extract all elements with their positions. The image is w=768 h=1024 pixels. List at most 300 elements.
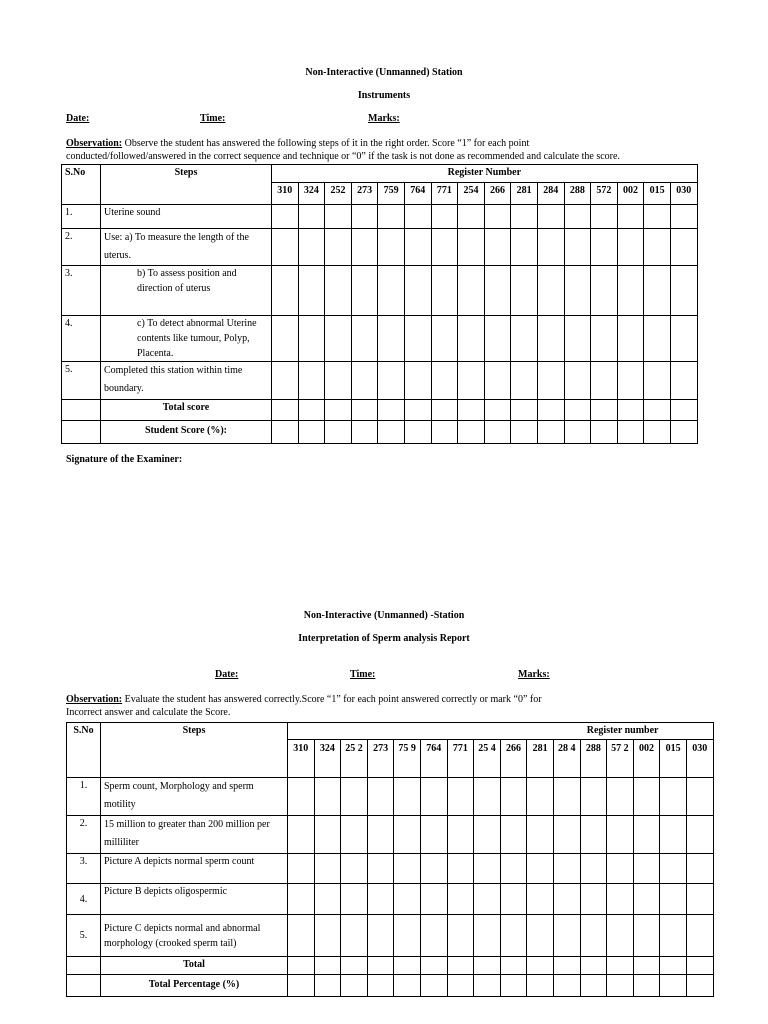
score-cell[interactable] bbox=[351, 400, 378, 421]
score-cell[interactable] bbox=[670, 362, 697, 400]
form2-reg-number: 28 4 bbox=[553, 740, 580, 778]
examiner-signature-label: Signature of the Examiner: bbox=[66, 454, 183, 465]
score-cell[interactable] bbox=[420, 816, 447, 854]
score-cell[interactable] bbox=[351, 205, 378, 229]
score-cell[interactable] bbox=[686, 975, 713, 997]
form2-reg-number: 281 bbox=[527, 740, 554, 778]
score-cell[interactable] bbox=[633, 884, 660, 915]
form2-reg-number: 273 bbox=[367, 740, 394, 778]
score-cell[interactable] bbox=[314, 884, 341, 915]
score-cell[interactable] bbox=[325, 362, 352, 400]
score-cell[interactable] bbox=[367, 915, 394, 957]
score-cell[interactable] bbox=[537, 316, 564, 362]
score-cell[interactable] bbox=[394, 778, 421, 816]
table-row bbox=[62, 205, 698, 229]
row-step: Picture C depicts normal and abnormal morphology (crooked sperm tail) bbox=[101, 915, 288, 957]
score-cell[interactable] bbox=[484, 205, 511, 229]
score-cell[interactable] bbox=[660, 915, 687, 957]
score-cell[interactable] bbox=[420, 915, 447, 957]
score-cell[interactable] bbox=[298, 362, 325, 400]
row-sno: 3. bbox=[62, 266, 101, 316]
score-cell[interactable] bbox=[607, 957, 634, 975]
row-step: Picture A depicts normal sperm count bbox=[101, 854, 288, 884]
score-cell[interactable] bbox=[660, 957, 687, 975]
score-cell[interactable] bbox=[660, 854, 687, 884]
form1-reg-number: 759 bbox=[378, 183, 405, 205]
score-cell[interactable] bbox=[272, 362, 299, 400]
score-cell[interactable] bbox=[351, 316, 378, 362]
score-cell[interactable] bbox=[564, 205, 591, 229]
row-sno: 5. bbox=[62, 362, 101, 400]
row-sno: 3. bbox=[67, 854, 101, 884]
score-cell[interactable] bbox=[500, 915, 527, 957]
form1-col-sno: S.No bbox=[62, 165, 101, 205]
total-label: Total bbox=[101, 957, 288, 975]
score-cell[interactable] bbox=[580, 957, 607, 975]
score-cell[interactable] bbox=[686, 816, 713, 854]
score-cell[interactable] bbox=[553, 816, 580, 854]
score-cell[interactable] bbox=[500, 884, 527, 915]
table-row bbox=[62, 266, 698, 316]
score-cell[interactable] bbox=[500, 854, 527, 884]
score-cell[interactable] bbox=[511, 421, 538, 444]
score-cell[interactable] bbox=[511, 266, 538, 316]
form2-reg-number: 57 2 bbox=[607, 740, 634, 778]
form2-title: Non-Interactive (Unmanned) -Station bbox=[303, 610, 465, 621]
score-cell[interactable] bbox=[644, 316, 671, 362]
row-step: 15 million to greater than 200 million per milliliter bbox=[101, 816, 288, 854]
score-cell[interactable] bbox=[537, 362, 564, 400]
score-cell[interactable] bbox=[633, 778, 660, 816]
score-cell[interactable] bbox=[660, 778, 687, 816]
score-cell[interactable] bbox=[660, 884, 687, 915]
score-cell[interactable] bbox=[500, 957, 527, 975]
score-cell[interactable] bbox=[325, 266, 352, 316]
score-cell[interactable] bbox=[564, 400, 591, 421]
score-cell[interactable] bbox=[527, 854, 554, 884]
score-cell[interactable] bbox=[272, 400, 299, 421]
score-cell[interactable] bbox=[500, 778, 527, 816]
form1-reg-number: 288 bbox=[564, 183, 591, 205]
score-cell[interactable] bbox=[617, 205, 644, 229]
form1-observation-label: Observation: bbox=[66, 138, 123, 149]
score-cell[interactable] bbox=[378, 421, 405, 444]
form2-reg-number: 015 bbox=[660, 740, 687, 778]
score-cell[interactable] bbox=[553, 884, 580, 915]
score-cell[interactable] bbox=[288, 884, 315, 915]
score-cell[interactable] bbox=[537, 421, 564, 444]
form1-table bbox=[61, 164, 698, 444]
score-cell[interactable] bbox=[607, 778, 634, 816]
score-cell[interactable] bbox=[617, 400, 644, 421]
row-step: Uterine sound bbox=[101, 205, 272, 229]
score-cell[interactable] bbox=[420, 778, 447, 816]
score-cell[interactable] bbox=[633, 957, 660, 975]
score-cell[interactable] bbox=[564, 362, 591, 400]
score-cell[interactable] bbox=[404, 421, 431, 444]
table-row bbox=[67, 884, 714, 915]
table-row bbox=[62, 229, 698, 266]
score-cell[interactable] bbox=[580, 854, 607, 884]
form2-reg-number: 288 bbox=[580, 740, 607, 778]
score-cell[interactable] bbox=[591, 266, 618, 316]
form1-reg-number: 030 bbox=[670, 183, 697, 205]
score-cell[interactable] bbox=[644, 229, 671, 266]
score-cell[interactable] bbox=[537, 229, 564, 266]
form1-reg-number: 310 bbox=[272, 183, 299, 205]
score-cell[interactable] bbox=[474, 884, 501, 915]
empty-cell bbox=[67, 975, 101, 997]
score-cell[interactable] bbox=[617, 362, 644, 400]
score-cell[interactable] bbox=[378, 266, 405, 316]
score-cell[interactable] bbox=[580, 915, 607, 957]
score-cell[interactable] bbox=[404, 362, 431, 400]
score-cell[interactable] bbox=[644, 205, 671, 229]
score-cell[interactable] bbox=[298, 229, 325, 266]
form1-col-register: Register Number bbox=[272, 165, 698, 183]
score-cell[interactable] bbox=[484, 266, 511, 316]
score-cell[interactable] bbox=[298, 400, 325, 421]
score-cell[interactable] bbox=[394, 884, 421, 915]
form2-reg-number: 030 bbox=[686, 740, 713, 778]
score-cell[interactable] bbox=[404, 400, 431, 421]
empty-cell bbox=[62, 421, 101, 444]
score-cell[interactable] bbox=[325, 316, 352, 362]
score-cell[interactable] bbox=[564, 266, 591, 316]
score-cell[interactable] bbox=[484, 229, 511, 266]
score-cell[interactable] bbox=[660, 816, 687, 854]
score-cell[interactable] bbox=[686, 957, 713, 975]
score-cell[interactable] bbox=[404, 205, 431, 229]
score-cell[interactable] bbox=[367, 778, 394, 816]
score-cell[interactable] bbox=[272, 421, 299, 444]
form1-reg-number: 324 bbox=[298, 183, 325, 205]
score-cell[interactable] bbox=[500, 975, 527, 997]
score-cell[interactable] bbox=[458, 229, 485, 266]
score-cell[interactable] bbox=[670, 205, 697, 229]
score-cell[interactable] bbox=[617, 229, 644, 266]
empty-cell bbox=[62, 400, 101, 421]
score-cell[interactable] bbox=[404, 266, 431, 316]
score-cell[interactable] bbox=[474, 915, 501, 957]
score-cell[interactable] bbox=[367, 884, 394, 915]
score-cell[interactable] bbox=[617, 316, 644, 362]
score-cell[interactable] bbox=[314, 816, 341, 854]
row-sno: 4. bbox=[62, 316, 101, 362]
score-cell[interactable] bbox=[341, 778, 368, 816]
form2-date-label: Date: bbox=[215, 669, 239, 680]
form1-reg-number: 273 bbox=[351, 183, 378, 205]
table-row bbox=[62, 421, 698, 444]
score-cell[interactable] bbox=[420, 884, 447, 915]
score-cell[interactable] bbox=[298, 421, 325, 444]
score-cell[interactable] bbox=[378, 316, 405, 362]
score-cell[interactable] bbox=[420, 975, 447, 997]
score-cell[interactable] bbox=[553, 778, 580, 816]
score-cell[interactable] bbox=[378, 400, 405, 421]
score-cell[interactable] bbox=[670, 421, 697, 444]
form1-observation-text2: conducted/followed/answered in the correct sequence and technique or “0” if the task is not done as recommended and calculate the score. bbox=[66, 151, 620, 162]
row-sno: 4. bbox=[67, 884, 101, 915]
score-cell[interactable] bbox=[553, 854, 580, 884]
score-cell[interactable] bbox=[537, 266, 564, 316]
score-cell[interactable] bbox=[431, 266, 458, 316]
score-cell[interactable] bbox=[394, 816, 421, 854]
score-cell[interactable] bbox=[458, 362, 485, 400]
score-cell[interactable] bbox=[272, 316, 299, 362]
score-cell[interactable] bbox=[378, 205, 405, 229]
row-sno: 2. bbox=[62, 229, 101, 266]
score-cell[interactable] bbox=[511, 205, 538, 229]
score-cell[interactable] bbox=[670, 400, 697, 421]
form2-reg-number: 771 bbox=[447, 740, 474, 778]
score-cell[interactable] bbox=[367, 816, 394, 854]
score-cell[interactable] bbox=[272, 229, 299, 266]
score-cell[interactable] bbox=[511, 229, 538, 266]
score-cell[interactable] bbox=[447, 816, 474, 854]
score-cell[interactable] bbox=[341, 884, 368, 915]
score-cell[interactable] bbox=[500, 816, 527, 854]
score-cell[interactable] bbox=[341, 975, 368, 997]
score-cell[interactable] bbox=[351, 421, 378, 444]
score-cell[interactable] bbox=[420, 957, 447, 975]
score-cell[interactable] bbox=[527, 957, 554, 975]
table-row bbox=[67, 975, 714, 997]
score-cell[interactable] bbox=[564, 229, 591, 266]
table-row bbox=[67, 957, 714, 975]
score-cell[interactable] bbox=[314, 975, 341, 997]
score-cell[interactable] bbox=[553, 975, 580, 997]
row-step: Sperm count, Morphology and sperm motility bbox=[101, 778, 288, 816]
score-cell[interactable] bbox=[633, 915, 660, 957]
score-cell[interactable] bbox=[404, 316, 431, 362]
row-step: Use: a) To measure the length of the uterus. bbox=[101, 229, 272, 266]
score-cell[interactable] bbox=[511, 362, 538, 400]
score-cell[interactable] bbox=[644, 421, 671, 444]
form2-reg-number: 002 bbox=[633, 740, 660, 778]
score-cell[interactable] bbox=[644, 266, 671, 316]
score-cell[interactable] bbox=[537, 400, 564, 421]
score-cell[interactable] bbox=[431, 229, 458, 266]
score-cell[interactable] bbox=[272, 266, 299, 316]
score-cell[interactable] bbox=[553, 957, 580, 975]
score-cell[interactable] bbox=[591, 362, 618, 400]
form1-title: Non-Interactive (Unmanned) Station bbox=[305, 67, 463, 78]
score-cell[interactable] bbox=[288, 778, 315, 816]
score-cell[interactable] bbox=[580, 884, 607, 915]
score-cell[interactable] bbox=[288, 915, 315, 957]
score-cell[interactable] bbox=[527, 975, 554, 997]
score-cell[interactable] bbox=[341, 816, 368, 854]
score-cell[interactable] bbox=[420, 854, 447, 884]
score-cell[interactable] bbox=[431, 205, 458, 229]
score-cell[interactable] bbox=[686, 884, 713, 915]
score-cell[interactable] bbox=[431, 316, 458, 362]
score-cell[interactable] bbox=[474, 854, 501, 884]
form1-date-label: Date: bbox=[66, 113, 90, 124]
score-cell[interactable] bbox=[314, 854, 341, 884]
score-cell[interactable] bbox=[484, 316, 511, 362]
score-cell[interactable] bbox=[511, 316, 538, 362]
score-cell[interactable] bbox=[394, 957, 421, 975]
row-sno: 1. bbox=[67, 778, 101, 816]
score-cell[interactable] bbox=[484, 362, 511, 400]
score-cell[interactable] bbox=[644, 362, 671, 400]
score-cell[interactable] bbox=[298, 266, 325, 316]
score-cell[interactable] bbox=[686, 915, 713, 957]
form2-reg-number: 324 bbox=[314, 740, 341, 778]
score-cell[interactable] bbox=[458, 421, 485, 444]
score-cell[interactable] bbox=[325, 421, 352, 444]
score-cell[interactable] bbox=[447, 854, 474, 884]
score-cell[interactable] bbox=[644, 400, 671, 421]
score-cell[interactable] bbox=[591, 205, 618, 229]
score-cell[interactable] bbox=[341, 915, 368, 957]
score-cell[interactable] bbox=[458, 316, 485, 362]
form1-reg-number: 572 bbox=[591, 183, 618, 205]
score-cell[interactable] bbox=[272, 205, 299, 229]
form2-reg-number: 310 bbox=[288, 740, 315, 778]
form2-subtitle: Interpretation of Sperm analysis Report bbox=[298, 633, 470, 644]
score-cell[interactable] bbox=[367, 957, 394, 975]
form2-reg-number: 25 4 bbox=[474, 740, 501, 778]
form2-table bbox=[66, 722, 714, 997]
score-cell[interactable] bbox=[474, 816, 501, 854]
score-cell[interactable] bbox=[607, 816, 634, 854]
score-cell[interactable] bbox=[607, 884, 634, 915]
table-row bbox=[62, 400, 698, 421]
score-cell[interactable] bbox=[431, 362, 458, 400]
score-cell[interactable] bbox=[633, 854, 660, 884]
score-cell[interactable] bbox=[447, 915, 474, 957]
score-cell[interactable] bbox=[431, 421, 458, 444]
score-cell[interactable] bbox=[607, 915, 634, 957]
form2-col-sno: S.No bbox=[67, 723, 101, 778]
score-cell[interactable] bbox=[288, 957, 315, 975]
score-cell[interactable] bbox=[633, 816, 660, 854]
score-cell[interactable] bbox=[537, 205, 564, 229]
table-row bbox=[67, 915, 714, 957]
score-cell[interactable] bbox=[607, 854, 634, 884]
table-row bbox=[67, 816, 714, 854]
score-cell[interactable] bbox=[591, 229, 618, 266]
form1-reg-number: 281 bbox=[511, 183, 538, 205]
form2-col-steps: Steps bbox=[101, 723, 288, 778]
score-cell[interactable] bbox=[298, 316, 325, 362]
score-cell[interactable] bbox=[591, 421, 618, 444]
form2-time-label: Time: bbox=[350, 669, 376, 680]
score-cell[interactable] bbox=[447, 884, 474, 915]
empty-cell bbox=[67, 957, 101, 975]
score-cell[interactable] bbox=[394, 854, 421, 884]
score-cell[interactable] bbox=[686, 778, 713, 816]
score-cell[interactable] bbox=[527, 915, 554, 957]
score-cell[interactable] bbox=[474, 957, 501, 975]
score-cell[interactable] bbox=[341, 957, 368, 975]
score-cell[interactable] bbox=[474, 778, 501, 816]
score-cell[interactable] bbox=[458, 266, 485, 316]
score-cell[interactable] bbox=[564, 421, 591, 444]
score-cell[interactable] bbox=[325, 400, 352, 421]
score-cell[interactable] bbox=[591, 316, 618, 362]
score-cell[interactable] bbox=[447, 975, 474, 997]
score-cell[interactable] bbox=[325, 205, 352, 229]
score-cell[interactable] bbox=[474, 975, 501, 997]
score-cell[interactable] bbox=[314, 957, 341, 975]
score-cell[interactable] bbox=[527, 884, 554, 915]
score-cell[interactable] bbox=[484, 400, 511, 421]
score-cell[interactable] bbox=[298, 205, 325, 229]
score-cell[interactable] bbox=[404, 229, 431, 266]
score-cell[interactable] bbox=[580, 816, 607, 854]
form2-observation-text2: Incorrect answer and calculate the Score. bbox=[66, 707, 231, 718]
score-cell[interactable] bbox=[670, 229, 697, 266]
score-cell[interactable] bbox=[431, 400, 458, 421]
score-cell[interactable] bbox=[670, 316, 697, 362]
score-cell[interactable] bbox=[686, 854, 713, 884]
score-cell[interactable] bbox=[617, 266, 644, 316]
score-cell[interactable] bbox=[484, 421, 511, 444]
score-cell[interactable] bbox=[351, 229, 378, 266]
form1-col-steps: Steps bbox=[101, 165, 272, 205]
row-step: c) To detect abnormal Uterine contents like tumour, Polyp, Placenta. bbox=[101, 316, 272, 362]
form1-observation-text1: Observe the student has answered the following steps of it in the right order. Score “1” for each point bbox=[122, 138, 530, 149]
score-cell[interactable] bbox=[580, 778, 607, 816]
score-cell[interactable] bbox=[367, 854, 394, 884]
score-cell[interactable] bbox=[527, 816, 554, 854]
row-sno: 2. bbox=[67, 816, 101, 854]
score-cell[interactable] bbox=[394, 975, 421, 997]
score-cell[interactable] bbox=[314, 915, 341, 957]
score-cell[interactable] bbox=[633, 975, 660, 997]
form2-observation bbox=[66, 693, 706, 719]
score-cell[interactable] bbox=[527, 778, 554, 816]
score-cell[interactable] bbox=[591, 400, 618, 421]
score-cell[interactable] bbox=[288, 854, 315, 884]
score-cell[interactable] bbox=[607, 975, 634, 997]
score-cell[interactable] bbox=[314, 778, 341, 816]
score-cell[interactable] bbox=[378, 229, 405, 266]
score-cell[interactable] bbox=[367, 975, 394, 997]
row-sno: 5. bbox=[67, 915, 101, 957]
score-cell[interactable] bbox=[341, 854, 368, 884]
score-cell[interactable] bbox=[580, 975, 607, 997]
score-cell[interactable] bbox=[378, 362, 405, 400]
score-cell[interactable] bbox=[447, 957, 474, 975]
score-cell[interactable] bbox=[288, 975, 315, 997]
form2-marks-label: Marks: bbox=[518, 669, 550, 680]
score-cell[interactable] bbox=[394, 915, 421, 957]
form1-reg-number: 266 bbox=[484, 183, 511, 205]
score-cell[interactable] bbox=[447, 778, 474, 816]
form1-marks-label: Marks: bbox=[368, 113, 400, 124]
score-cell[interactable] bbox=[351, 266, 378, 316]
score-cell[interactable] bbox=[458, 400, 485, 421]
score-cell[interactable] bbox=[564, 316, 591, 362]
form1-reg-number: 254 bbox=[458, 183, 485, 205]
score-cell[interactable] bbox=[660, 975, 687, 997]
score-cell[interactable] bbox=[670, 266, 697, 316]
score-cell[interactable] bbox=[617, 421, 644, 444]
score-cell[interactable] bbox=[325, 229, 352, 266]
row-step: Completed this station within time boundary. bbox=[101, 362, 272, 400]
form2-col-register: Register number bbox=[288, 723, 714, 740]
score-cell[interactable] bbox=[351, 362, 378, 400]
score-cell[interactable] bbox=[553, 915, 580, 957]
score-cell[interactable] bbox=[288, 816, 315, 854]
score-cell[interactable] bbox=[458, 205, 485, 229]
score-cell[interactable] bbox=[511, 400, 538, 421]
